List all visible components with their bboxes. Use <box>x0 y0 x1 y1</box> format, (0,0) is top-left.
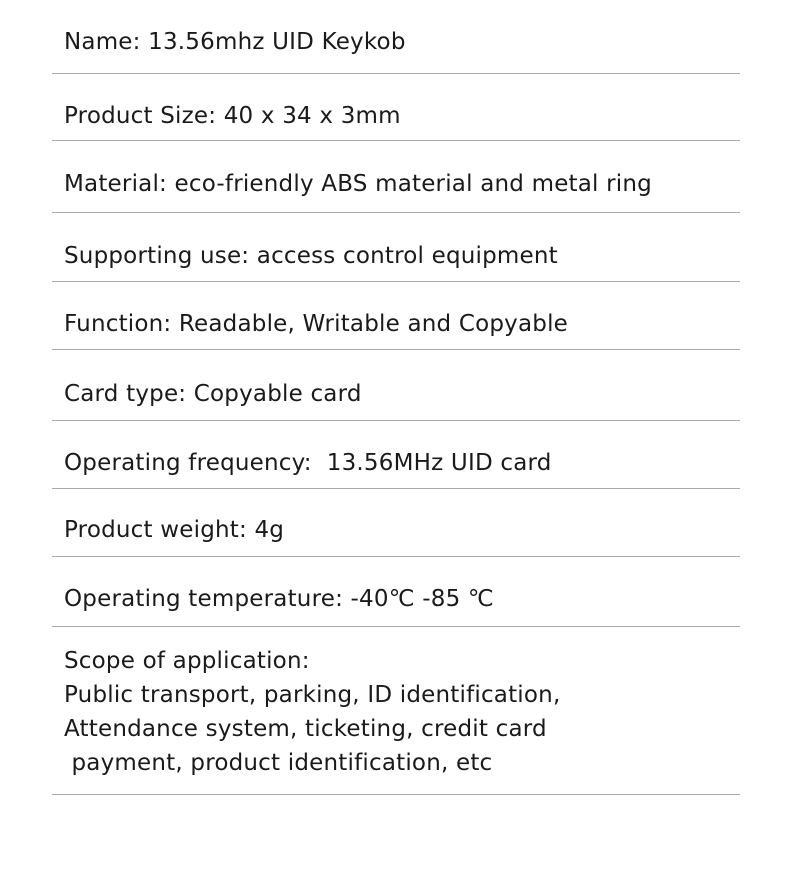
spec-text-product-weight: Product weight: 4g <box>64 517 285 543</box>
spec-row-product-weight <box>52 489 740 557</box>
spec-row-name <box>52 0 740 74</box>
spec-row-function <box>52 282 740 350</box>
spec-text-product-size: Product Size: 40 x 34 x 3mm <box>64 103 401 129</box>
spec-row-scope-of-application <box>52 627 740 795</box>
spec-row-product-size <box>52 74 740 141</box>
spec-row-operating-frequency <box>52 421 740 489</box>
spec-row-operating-temperature <box>52 557 740 627</box>
spec-text-scope-of-application: Scope of application: Public transport, parking, ID identification, Attendance system, ticketing, credit card payment, product identification, etc <box>64 648 561 776</box>
spec-text-supporting-use: Supporting use: access control equipment <box>64 243 558 269</box>
spec-text-function: Function: Readable, Writable and Copyable <box>64 311 569 337</box>
spec-row-card-type <box>52 350 740 421</box>
spec-text-material: Material: eco-friendly ABS material and metal ring <box>64 171 652 197</box>
spec-row-supporting-use <box>52 213 740 282</box>
spec-list <box>52 0 740 795</box>
spec-text-card-type: Card type: Copyable card <box>64 381 362 407</box>
spec-row-material <box>52 141 740 213</box>
spec-text-name: Name: 13.56mhz UID Keykob <box>64 29 406 55</box>
spec-text-operating-frequency: Operating frequency: 13.56MHz UID card <box>64 450 552 476</box>
spec-text-operating-temperature: Operating temperature: -40℃ -85 ℃ <box>64 586 494 612</box>
